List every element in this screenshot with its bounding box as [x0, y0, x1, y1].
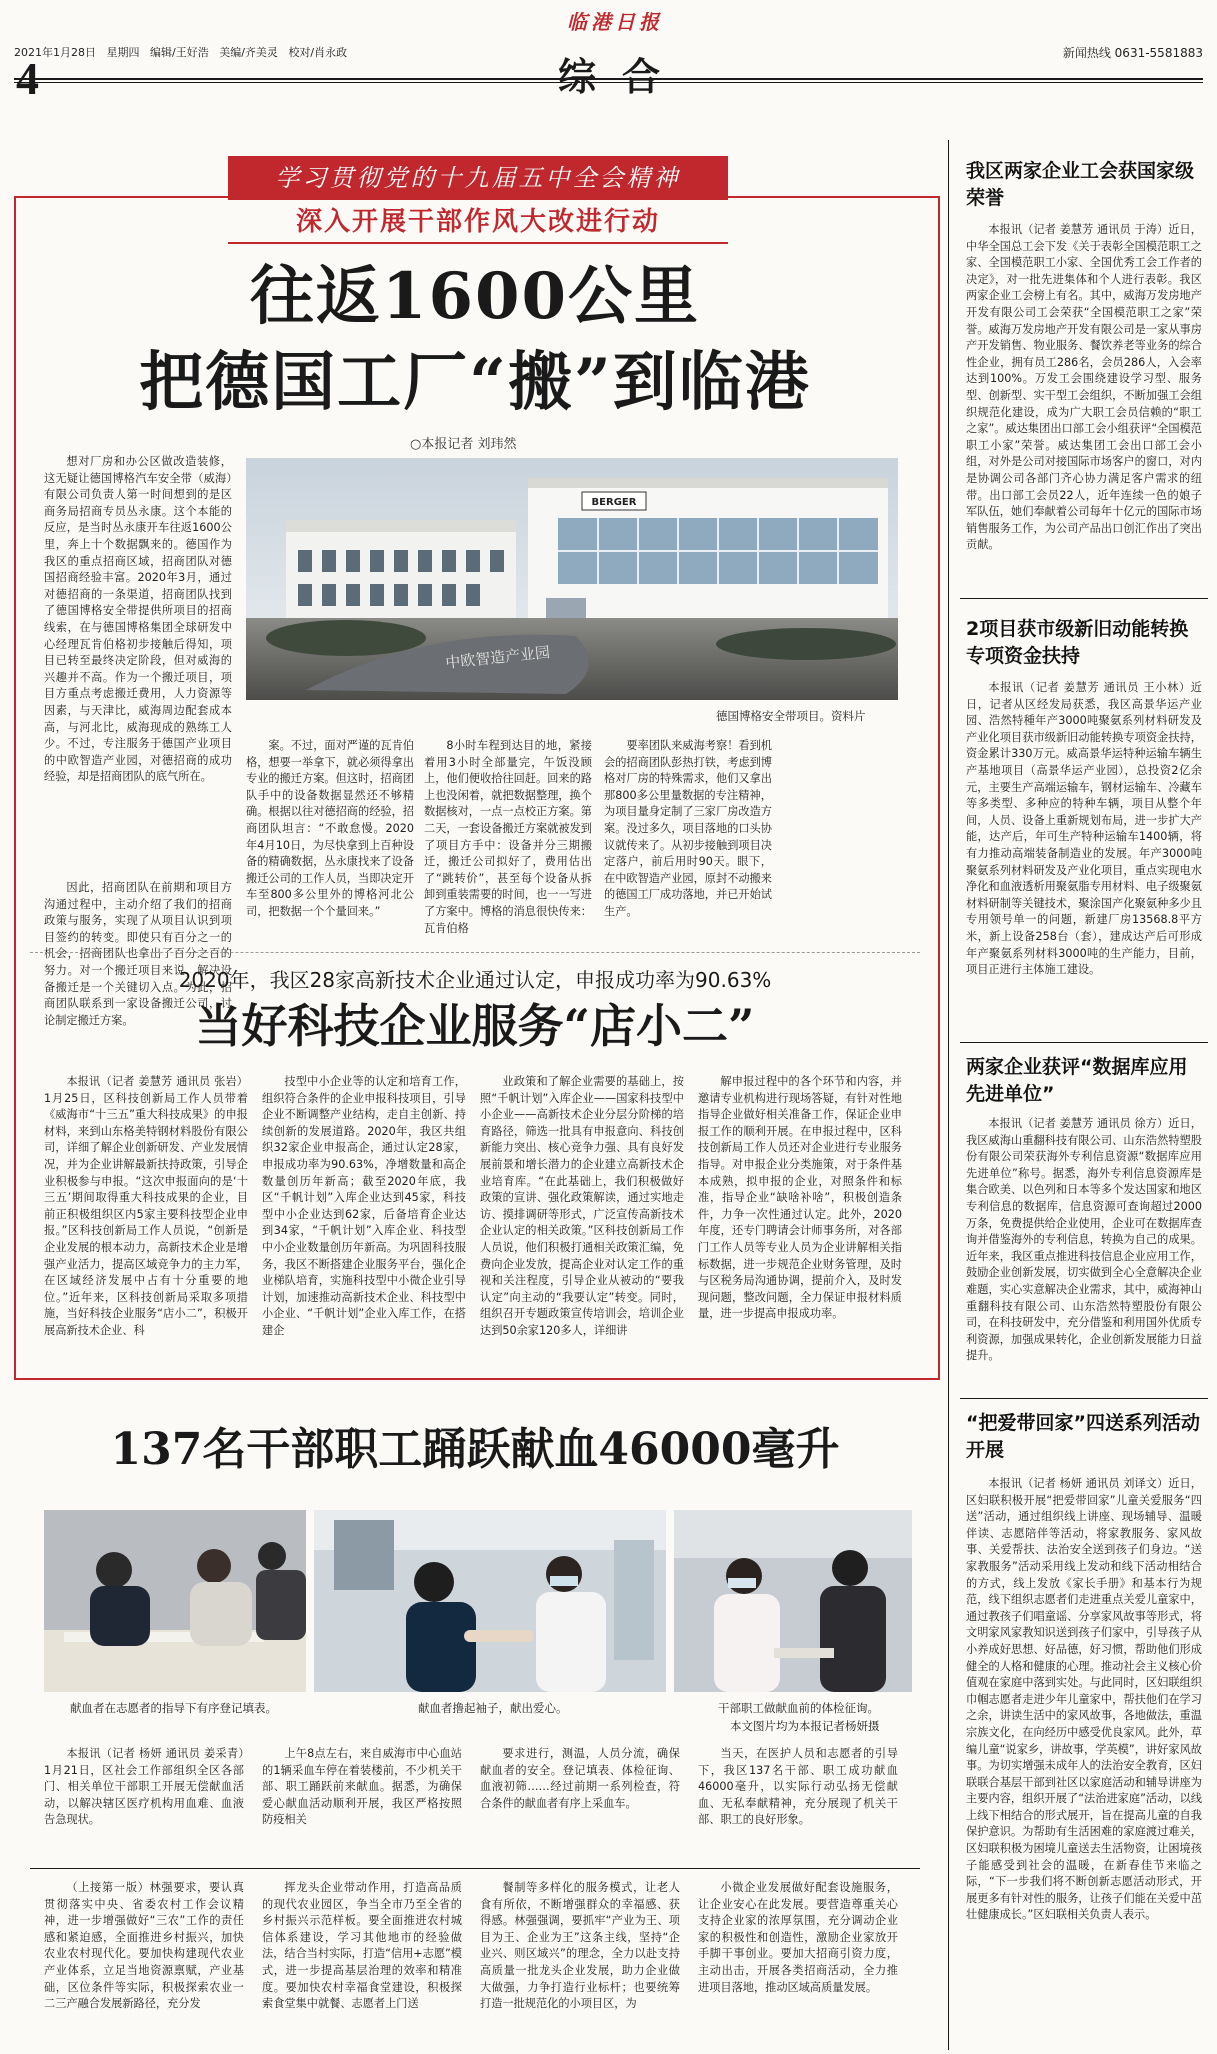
- masthead-rule: [14, 78, 1203, 80]
- masthead-rule-thin: [14, 82, 1203, 83]
- feature-column-5: 要率团队来威海考察！看到机会的招商团队彭热打铁，考虑到博格对厂房的特殊需求，他们又拿出那800多公里量数据的专注精神，为项目量身定制了三家厂房改造方案。没过多久，项目落地的口头协议就传来了。从初步接触到项目决定落户，前后用时90天。眼下，在中欧智造产业园，原封不动搬来的德国工厂成功落地，并已开始试生产。: [604, 739, 772, 918]
- blood-photo-registration: [44, 1510, 306, 1692]
- sidebar-divider: [948, 140, 949, 2050]
- blood-headline: 137名干部职工踊跃献血46000毫升: [110, 1424, 840, 1475]
- campaign-banner: 学习贯彻党的十九届五中全会精神: [228, 156, 728, 200]
- tech-column-1: 本报讯（记者 姜慧芳 通讯员 张岩）1月25日，区科技创新局工作人员带着《威海市“十三五”重大科技成果》的申报材料，来到山东格美特钢材料股份有限公司，详细了解企业创新研发、产业发展情况，并为企业讲解最新扶持政策，引导企业积极参与申报。“这次申报面向的是‘十三五’期间取得重大科技成果的企业，目前正积极组织区内5家主要科技型企业申报。”区科技创新局工作人员说，“创新是企业发展的根本动力，高新技术企业是增强产业活力，提高区域竞争力的主力军，在区域经济发展中占有十分重要的地位。”近年来，区科技创新局采取多项措施，当好科技企业服务“店小二”，积极开展高新技术企业、科: [44, 1075, 248, 1337]
- page-number: 4: [16, 53, 39, 104]
- sidebar-article-3-title: 两家企业获评“数据库应用先进单位”: [966, 1056, 1188, 1105]
- tech-headline: 当好科技企业服务“店小二”: [195, 999, 755, 1053]
- factory-photo: [246, 458, 898, 700]
- sidebar-rule-1: [960, 598, 1208, 599]
- blood-caption-2: 献血者撸起袖子，献出爱心。: [418, 1701, 568, 1715]
- sidebar-article-1-title: 我区两家企业工会获国家级荣誉: [966, 160, 1195, 209]
- continued-column-4: 小微企业发展做好配套设施服务，让企业安心在此发展。要营造尊重关心支持企业家的浓厚氛围，充分调动企业家的积极性和创造性，激励企业家放开手脚干事创业。要加大招商引资力度，主动出击，开展各类招商活动，全力推进项目落地，推动区域高质量发展。: [698, 1881, 898, 1994]
- factory-sign: BERGER: [591, 497, 637, 508]
- news-hotline: 新闻热线 0631-5581883: [1062, 46, 1203, 60]
- section-title: 综合: [557, 54, 686, 99]
- continued-column-1: （上接第一版）林强要求，要认真贯彻落实中央、省委农村工作会议精神，进一步增强做好“三农”工作的责任感和紧迫感，全面推进乡村振兴，加快农业农村现代化。要加快构建现代农业产业体系，立足当地资源禀赋，产业基础，区位条件等实际，积极探索农业一二三产融合发展新路径，充分发: [44, 1881, 244, 2011]
- blood-caption-3: 干部职工做献血前的体检征询。: [718, 1701, 879, 1715]
- masthead-meta: [14, 44, 434, 60]
- feature-byline: ○本报记者 刘玮然: [410, 437, 517, 452]
- tech-divider: [30, 952, 920, 953]
- issue-date: 2021年1月28日: [14, 46, 96, 59]
- feature-headline-2: 把德国工厂“搬”到临港: [139, 345, 811, 420]
- newspaper-brand: 临港日报: [567, 10, 663, 34]
- blood-photo-checkup: [674, 1510, 912, 1692]
- editor-credit: 编辑/王好浩: [150, 46, 209, 59]
- tech-subtitle: 2020年，我区28家高新技术企业通过认定，申报成功率为90.63%: [178, 968, 772, 992]
- feature-column-1: 想对厂房和办公区做改造装修，这无疑让德国博格汽车安全带（威海）有限公司负责人第一时间想到的是区商务局招商专员丛永康。这个本能的反应，是当时丛永康开车往返1600公里，奔上十个数据飘来的。德国作为我区的重点招商区域，招商团队对德国招商经验丰富。2020年3月，通过对德招商的一条渠道，招商团队找到了德国博格安全带提供所项目的招商线索，在与德国博格集团全球研发中心经理瓦肯伯格初步接触后得知，项目已转至最终决定阶段，但对威海的兴趣并不高。作为一个搬迁项目，项目方重点考虑搬迁费用，人力资源等因素，与天津比，威海周边配套成本高，与河北比，威海现成的熟练工人少。不过，专注服务于德国产业项目的中欧智造产业园，对德招商的成功经验，却是招商团队的底气所在。: [44, 455, 232, 784]
- feature-column-4: 8小时车程到达目的地，紧接着用3小时全部量完，午饭没顾上，他们便收拾往回赶。回来的路上也没闲着，就把数据整理，换个数据核对，一点一点校正方案。第二天，一套设备搬迁方案就被发到了项目方手中：设备并分三期搬迁，搬迁公司拟好了，费用估出了“跳转价”，甚至每个设备从拆卸到重装需要的时间，也一一写进了方案中。博格的消息很快传来：瓦肯伯格: [424, 739, 592, 935]
- donation-photo-illustration: [314, 1510, 666, 1692]
- blood-column-2: 上午8点左右，来自威海市中心血站的1辆采血车停在着装楼前，不少机关干部、职工踊跃前来献血。据悉，为确保爱心献血活动顺利开展，我区严格按照防疫相关: [262, 1747, 462, 1827]
- feature-column-2: 因此，招商团队在前期和项目方沟通过程中，主动介绍了我们的招商政策与服务，实现了从项目认识到项目签约的转变。即使只有百分之一的机会，招商团队也拿出了百分之百的努力。对一个搬迁项目来说，解决设备搬迁是一个关键切入点。为此，招商团队联系到一家设备搬迁公司，讨论制定搬迁方案。: [44, 881, 232, 1027]
- blood-photo-donation: [314, 1510, 666, 1692]
- sidebar-article-1-text: 本报讯（记者 姜慧芳 通讯员 于涛）近日，中华全国总工会下发《关于表彰全国模范职工之家、全国模范职工小家、全国优秀工会工作者的决定》，对一批先进集体和个人进行表彰。我区两家企业工会榜上有名。其中，威海万发房地产开发有限公司工会荣获“全国模范职工之家”荣誉。威海万发房地产开发有限公司是一家从事房产开发销售、物业服务、餐饮养老等业务的综合性企业，拥有员工286名，会员286人，入会率达到100%。万发工会围绕建设学习型、服务型、创新型、实干型工会组织，不断加强工会组织规范化建设，成为广大职工会员信赖的“职工之家”。威达集团出口部工会小组获评“全国模范职工小家”荣誉。威达集团工会出口部工会小组，对外是公司对接国际市场客户的窗口，对内是协调公司各部门齐心协力满足客户需求的纽带。出口部工会员22人，近年连续一色的娘子军队伍，她们奉献着公司每年十亿元的国际市场销售服务工作，为公司产品出口创汇作出了突出贡献。: [966, 223, 1202, 552]
- sidebar-article-3-text: 本报讯（记者 姜慧芳 通讯员 徐方）近日，我区威海山重翻科技有限公司、山东浩然特塑股份有限公司荣获海外专利信息资源“数据库应用先进单位”称号。据悉，海外专利信息资源库是集合欧美、以色列和日本等多个发达国家和地区专利信息的数据库，信息资源可查询超过2000万条，免费提供给企业使用，企业可在数据库查询并借鉴海外的专利信息，转换为自己的成果。近年来，我区重点推进科技信息企业应用工作，鼓励企业创新发展，切实做到全心全意解决企业难题，实心实意解决企业需求，其中，威海神山重翻科技有限公司、山东浩然特塑股份有限公司，在科技研发中，充分借鉴和利用国外优质专利资源，加强成果转化，企业创新发展能力日益提升。: [966, 1117, 1202, 1363]
- campaign-subtitle: 深入开展干部作风大改进行动: [228, 202, 728, 244]
- svg-text:中欧智造产业园: 中欧智造产业园: [444, 643, 551, 672]
- sidebar-rule-2: [960, 1042, 1208, 1043]
- sidebar-rule-3: [960, 1398, 1208, 1399]
- sidebar-article-4-text: 本报讯（记者 杨妍 通讯员 刘译文）近日，区妇联积极开展“把爱带回家”儿童关爱服务“四送”活动，通过组织线上讲座、现场辅导、温暖伴读、志愿陪伴等活动，将家教服务、家风故事、关爱帮扶、法治安全送到孩子们身边。“送家教服务”活动采用线上发动和线下活动相结合的方式，线上发放《家长手册》和基本行为规范，线下组织志愿者们走进重点关爱儿童家中，通过教孩子们唱童谣、分享家风故事等形式，将文明家风家教知识送到孩子们家中，引导孩子从小养成好思想、好品德，好习惯，帮助他们形成健全的人格和健康的心理。推动社会主义核心价值观在家庭中落到实处。与此同时，区妇联组织巾帼志愿者走进少年儿童家中，帮扶他们在学习之余，讲读生活中的家风故事，各地做法，重温宗族文化，在向经历中感受优良家风。此外，草编儿童“说家乡，讲故事，学英模”，讲好家风故事。为切实增强未成年人的法治安全教育，区妇联联合基层干部到社区以家庭活动和辅导讲座为主要内容，组织开展了“法治进家庭”活动，以线上线下相结合的形式展开，旨在提高儿童的自我保护意识。为帮助有生活困难的家庭渡过难关，区妇联积极为困境儿童送去生活物资，让困境孩子能感受到社会的温暖，在新春佳节来临之际，“下一步我们将不断创新志愿活动形式，开展更多有针对性的服务，让孩子们能在关爱中茁壮健康成长。”区妇联相关负责人表示。: [966, 1477, 1202, 1922]
- blood-caption-1: 献血者在志愿者的指导下有序登记填表。: [70, 1701, 277, 1715]
- proofreader-credit: 校对/肖永政: [288, 46, 348, 59]
- sidebar-article-2-title: 2项目获市级新旧动能转换专项资金扶持: [966, 618, 1189, 667]
- sidebar-article-2-text: 本报讯（记者 姜慧芳 通讯员 王小林）近日，记者从区经发局获悉，我区高景华运产业园、浩然特種年产3000吨聚氨系列材料研发及产业化项目获市级新旧动能转换专项资金扶持，资金累计330万元。威高景华运特种运输车辆生产基地项目（高景华运产业园），总投资2亿余元，主要生产高端运输车，钢材运输车、冷藏车等多类型、多种应的特种车辆，项目从整个年间，人员、设备上重新规划布局，进一步扩大产能，达产后，年可生产特种运输车1400辆，将有力推动高端装备制造业的发展。年产3000吨聚氨系列材料研发及产业化项目，重点实现电水净化和血液透析用聚氨脂专用材料、电子级聚氨材料研制等关键技术，聚涂国产化聚氨种多少且专用领号单一的问题，新建厂房13568.8平方米，新上设备258台（套），建成达产后可形成年产聚氨系列材料3000吨的生产能力，目前，项目正进行主体施工建设。: [966, 681, 1202, 977]
- tech-column-4: 解申报过程中的各个环节和内容，并邀请专业机构进行现场答疑，有针对性地指导企业做好相关准备工作，保证企业申报工作的顺利开展。在申报过程中，区科技创新局工作人员还对企业进行专业服务指导。对申报企业分类施策，对于条件基本成熟，拟申报的企业，对照条件和标准，指导企业“缺啥补啥”，积极创造条件，力争一次性通过认定。此外，2020年度，还专门聘请会计师事务所，对各部门工作人员等专业人员为企业讲解相关指标数据，进一步规范企业财务管理，及时与区税务局沟通协调，提前介入，及时发现问题，整改问题，全力保证申报材料质量，进一步提高申报成功率。: [698, 1075, 902, 1321]
- checkup-photo-illustration: [674, 1510, 912, 1692]
- continued-column-2: 挥龙头企业带动作用，打造高品质的现代农业园区，争当全市乃至全省的乡村振兴示范样板。要全面推进农村城信体系建设，学习其他地市的经验做法，结合当村实际，打造“信用+志愿”模式，进一步提高基层治理的效率和精准度。要加快农村幸福食堂建设，积极探索食堂集中就餐、志愿者上门送: [262, 1881, 462, 2011]
- sidebar-article-4-title: “把爱带回家”四送系列活动开展: [966, 1412, 1200, 1461]
- feature-column-3: 案。不过，面对严谨的瓦肯伯格，想要一举拿下，就必须得拿出专业的搬迁方案。但这时，招商团队手中的设备数据显然还不够精确。根据以往对德招商的经验，招商团队坦言：“不敢怠慢。2020年4月10日，为尽快拿到上百种设备的精确数据，丛永康找来了设备搬迁公司的工作人员，当即决定开车至800多公里外的博格河北公司，把数据一个个量回来。”: [246, 739, 414, 918]
- continued-column-3: 餐制等多样化的服务模式，让老人食有所依，不断增强群众的幸福感、获得感。林强强调，要抓牢“产业为王、项目为王、企业为王”这条主线，坚持“企业兴、则区域兴”的理念，全力以赴支持高质量一批龙头企业发展，助力企业做大做强，力争打造行业标杆；也要统筹打造一批规范化的小项目区，为: [480, 1881, 680, 2011]
- blood-column-3: 要求进行，测温，人员分流，确保献血者的安全。登记填表、体检征询、血液初筛……经过前期一系列检查，符合条件的献血者有序上采血车。: [480, 1747, 680, 1810]
- continued-divider: [30, 1868, 920, 1869]
- tech-column-2: 技型中小企业等的认定和培育工作，组织符合条件的企业申报科技项目，引导企业不断调整产业结构，走自主创新、持续创新的发展道路。2020年，我区共组织32家企业申报高企，通过认定28家，申报成功率为90.63%，净增数量和高企数量创历年新高；截至2020年底，我区“千帆计划”入库企业达到45家，科技型中小企业达到62家，后备培育企业达到34家，“千帆计划”入库企业、科技型中小企业数量创历年新高。为巩固科技服务，我区不断搭建企业服务平台，强化企业梯队培育，实施科技型中小微企业引导计划，加速推动高新技术企业、科技型中小企业、“千帆计划”企业入库工作，在搭建企: [262, 1075, 466, 1337]
- feature-headline-1: 往返1600公里: [249, 259, 701, 334]
- factory-photo-illustration: [246, 458, 898, 700]
- blood-column-1: 本报讯（记者 杨妍 通讯员 姜采青）1月21日，区社会工作部组织全区各部门、相关单位干部职工开展无偿献血活动，以解决辖区医疗机构用血难、血液告急现状。: [44, 1747, 244, 1827]
- blood-column-4: 当天，在医护人员和志愿者的引导下，我区137名干部、职工成功献血46000毫升，以实际行动弘扬无偿献血、无私奉献精神，充分展现了机关干部、职工的良好形象。: [698, 1747, 898, 1827]
- blood-caption-4: 本文图片均为本报记者杨妍摄: [730, 1719, 880, 1733]
- issue-weekday: 星期四: [106, 46, 140, 59]
- tech-column-3: 业政策和了解企业需要的基础上，按照“千帆计划”入库企业——国家科技型中小企业——高新技术企业分层分阶梯的培育路径，筛选一批具有申报意向、科技创新能力突出、核心竞争力强、具有良好发展前景和增长潜力的企业建立高新技术企业培育库。“在此基础上，我们积极做好政策的宣讲、强化政策解读，通过实地走访、摸排调研等形式，广泛宣传高新技术企业认定的相关政策。”区科技创新局工作人员说，他们积极打通相关政策汇编，免费向企业发放，提高企业对认定工作的重视和关注程度，引导企业从被动的“要我认定”向主动的“我要认定”转变。同时，组织召开专题政策宣传培训会，培训企业达到50余家120多人，详细讲: [480, 1075, 684, 1337]
- designer-credit: 美编/齐美灵: [219, 46, 278, 59]
- factory-photo-caption: 德国博格安全带项目。资料片: [716, 709, 866, 723]
- registration-photo-illustration: [44, 1510, 306, 1692]
